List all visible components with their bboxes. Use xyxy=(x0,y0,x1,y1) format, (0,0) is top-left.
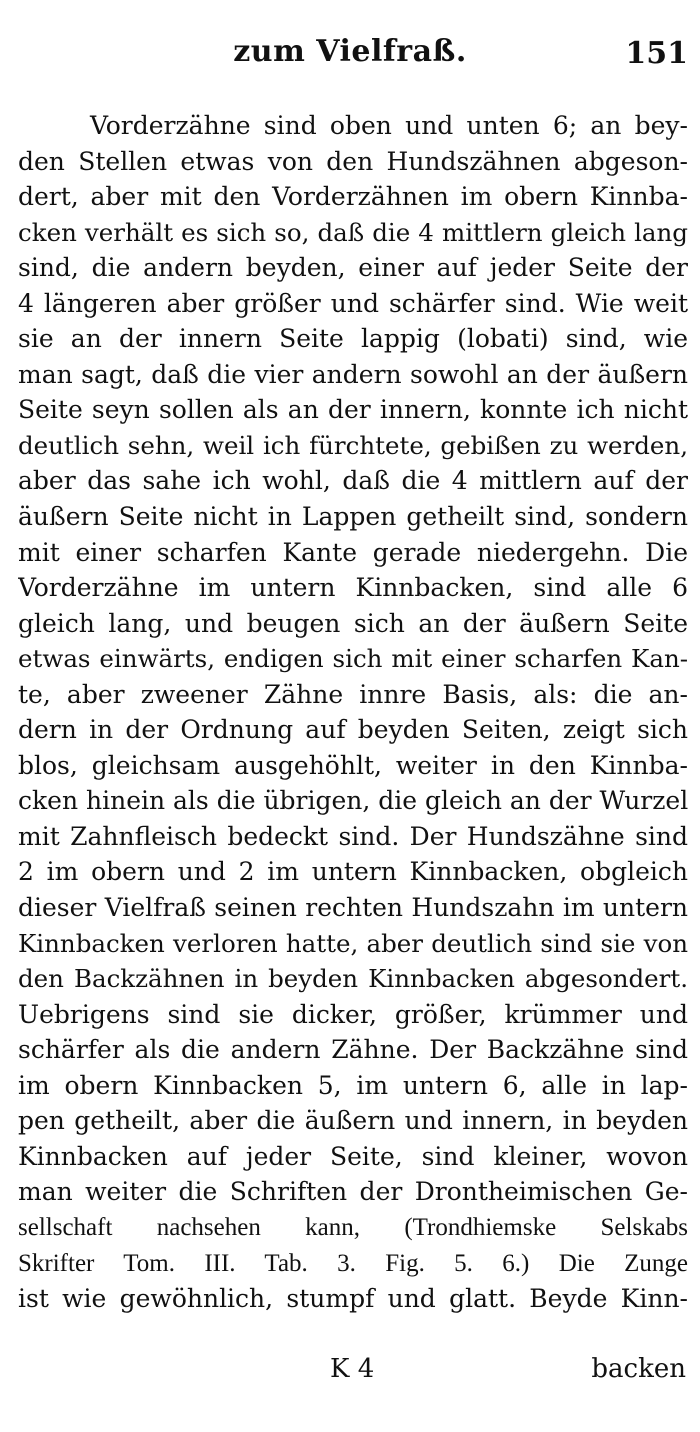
text-line: mit Zahnfleisch bedeckt sind. Der Hundszähne sind xyxy=(18,821,688,851)
text-line: den Backzähnen in beyden Kinnbacken abgesondert. xyxy=(18,964,688,994)
text-line: cken hinein als die übrigen, die gleich an der Wurzel xyxy=(18,786,688,816)
text-line: 2 im obern und 2 im untern Kinnbacken, obgleich xyxy=(18,857,688,887)
text-line: äußern Seite nicht in Lappen getheilt sind, sondern xyxy=(18,502,688,532)
text-line: Vorderzähne sind oben und unten 6; an bey- xyxy=(90,111,688,140)
text-line: aber das sahe ich wohl, daß die 4 mittlern auf der xyxy=(18,466,688,496)
text-line: im obern Kinnbacken 5, im untern 6, alle in lap- xyxy=(18,1070,688,1100)
text-line: ist wie gewöhnlich, stumpf und glatt. Beyde Kinn- xyxy=(18,1284,688,1314)
text-line: cken verhält es sich so, daß die 4 mittlern gleich lang xyxy=(18,217,688,247)
text-line: dert, aber mit den Vorderzähnen im obern Kinnba- xyxy=(18,182,688,212)
text-line: Seite seyn sollen als an der innern, konnte ich nicht xyxy=(18,395,688,425)
catchword: backen xyxy=(591,1354,686,1384)
text-line: Vorderzähne im untern Kinnbacken, sind alle 6 xyxy=(18,573,688,603)
page-number: 151 xyxy=(625,36,688,71)
text-line: te, aber zweener Zähne innre Basis, als: die an- xyxy=(18,679,688,709)
text-line: man weiter die Schriften der Drontheimischen Ge- xyxy=(18,1177,688,1207)
text-line: sie an der innern Seite lappig (lobati) sind, wie xyxy=(18,324,688,354)
text-line: gleich lang, und beugen sich an der äußern Seite xyxy=(18,608,688,638)
running-title: zum Vielfraß. xyxy=(233,34,467,69)
text-line: dern in der Ordnung auf beyden Seiten, zeigt sich xyxy=(18,715,688,745)
text-line: etwas einwärts, endigen sich mit einer scharfen Kan- xyxy=(18,644,688,674)
text-line: pen getheilt, aber die äußern und innern, in beyden xyxy=(18,1106,688,1136)
text-line: Kinnbacken verloren hatte, aber deutlich sind sie von xyxy=(18,928,688,958)
text-line: Uebrigens sind sie dicker, größer, krümmer und xyxy=(18,999,688,1029)
text-line: blos, gleichsam ausgehöhlt, weiter in den Kinnba- xyxy=(18,750,688,780)
text-line: schärfer als die andern Zähne. Der Backzähne sind xyxy=(18,1035,688,1065)
text-line: Skrifter Tom. III. Tab. 3. Fig. 5. 6.) Die Zunge xyxy=(18,1249,688,1277)
page-header xyxy=(0,34,700,84)
text-line: deutlich sehn, weil ich fürchtete, gebißen zu werden, xyxy=(18,430,688,460)
text-line: mit einer scharfen Kante gerade niedergehn. Die xyxy=(18,537,688,567)
text-line: man sagt, daß die vier andern sowohl an der äußern xyxy=(18,359,688,389)
text-line: Kinnbacken auf jeder Seite, sind kleiner, wovon xyxy=(18,1141,688,1171)
text-line: den Stellen etwas von den Hundszähnen abgeson- xyxy=(18,146,688,176)
page-footer xyxy=(0,1354,700,1394)
body-text xyxy=(18,108,688,1317)
text-line: sellschaft nachsehen kann, (Trondhiemske Selskabs xyxy=(18,1213,688,1241)
text-line: sind, die andern beyden, einer auf jeder Seite der xyxy=(18,253,688,283)
text-line: 4 längeren aber größer und schärfer sind. Wie weit xyxy=(18,288,688,318)
signature-mark: K 4 xyxy=(330,1354,375,1384)
text-line: dieser Vielfraß seinen rechten Hundszahn im untern xyxy=(18,893,688,923)
